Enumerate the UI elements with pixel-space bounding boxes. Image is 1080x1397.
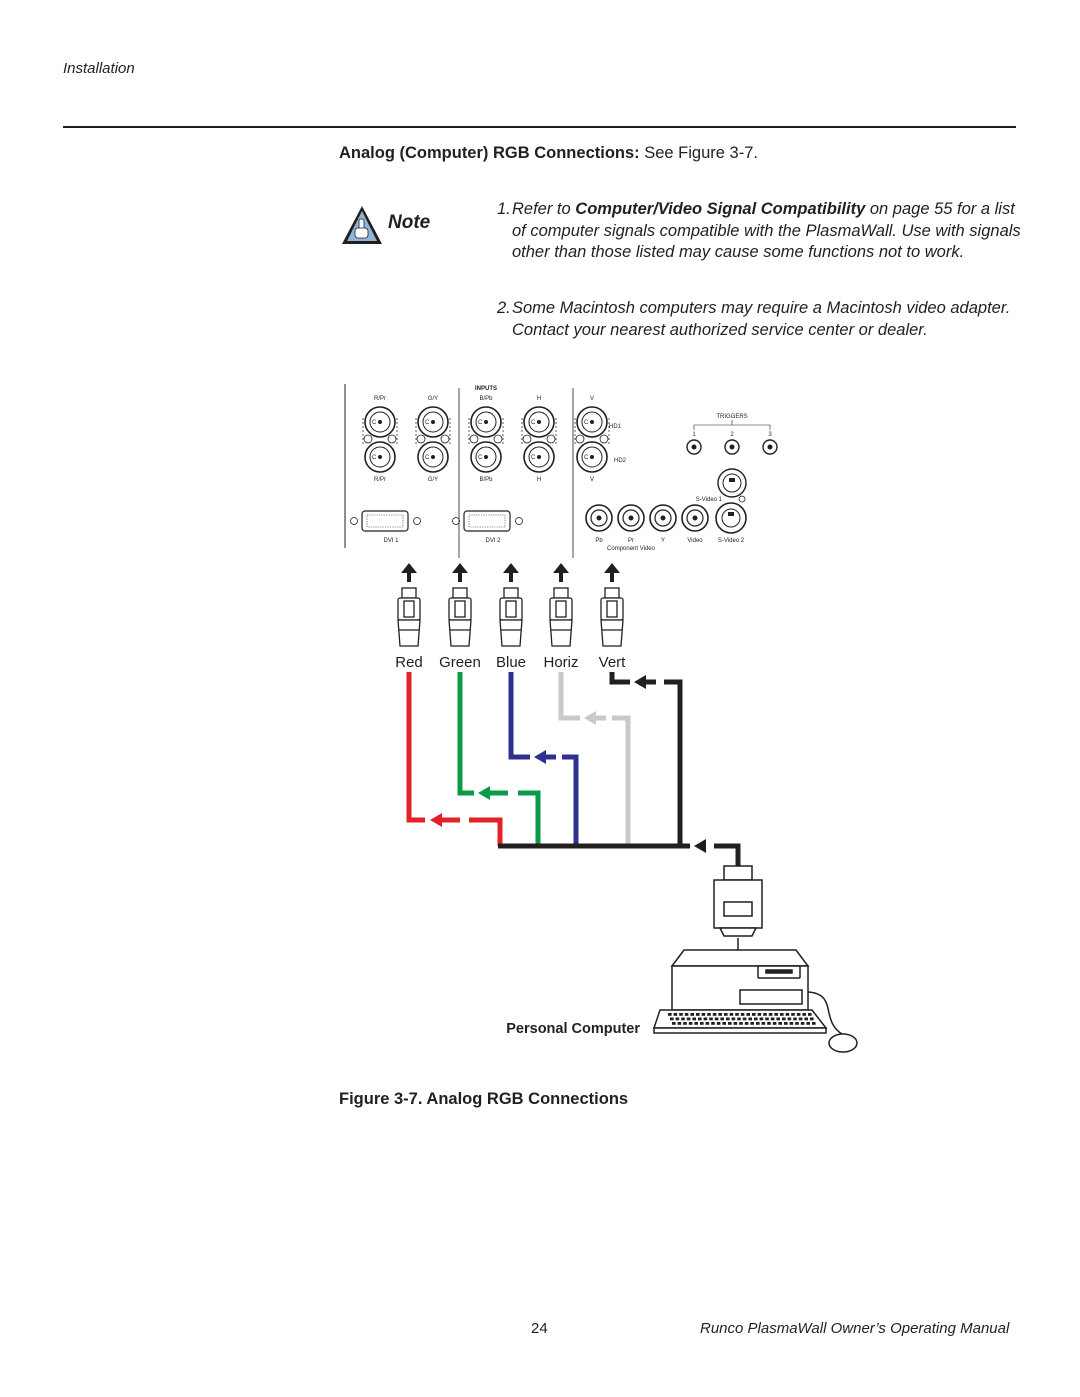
rca-label-y: Y (660, 538, 666, 544)
keyboard-key (750, 1022, 754, 1025)
svg-text:C: C (372, 455, 377, 461)
svg-text:C: C (425, 455, 430, 461)
keyboard-key (754, 1018, 758, 1021)
keyboard-key (778, 1022, 782, 1025)
section-label: Installation (63, 60, 135, 77)
keyboard-key (737, 1018, 741, 1021)
cable-label-green: Green (439, 654, 481, 671)
svg-text:C: C (584, 420, 589, 426)
keyboard-key (704, 1018, 708, 1021)
keyboard-key (709, 1018, 713, 1021)
bnc-top-label: H (536, 396, 542, 402)
keyboard-key (762, 1022, 766, 1025)
dvi-1-label: DVI 1 (383, 538, 399, 544)
bnc-lock-left (364, 435, 372, 443)
bnc-jack-v-hd2 (577, 442, 607, 472)
keyboard-key (689, 1022, 693, 1025)
keyboard-key (718, 1013, 722, 1016)
keyboard-key (804, 1018, 808, 1021)
cable-label-red: Red (395, 654, 423, 671)
trigger-1-label: 1 (692, 432, 696, 438)
bnc-plug-v (601, 588, 623, 646)
trigger-3-label: 3 (768, 432, 772, 438)
bnc-bottom-label: R/Pr (374, 477, 386, 483)
bnc-plug-h (550, 588, 572, 646)
hd2-label: HD2 (614, 458, 627, 464)
up-arrow-icon (503, 563, 519, 582)
vga-plug (714, 866, 762, 955)
keyboard-key (715, 1018, 719, 1021)
keyboard-key (745, 1022, 749, 1025)
bnc-bottom-label: G/Y (427, 477, 439, 483)
keyboard-key (672, 1022, 676, 1025)
keyboard-key (765, 1018, 769, 1021)
keyboard-key (698, 1018, 702, 1021)
keyboard-key (808, 1013, 812, 1016)
up-arrow-icon (553, 563, 569, 582)
keyboard-key (769, 1013, 773, 1016)
triggers-title: TRIGGERS (716, 414, 748, 420)
rear-panel (345, 384, 777, 558)
bnc-jack-gy-hd1 (418, 407, 448, 437)
bnc-lock-left (470, 435, 478, 443)
keyboard-key (786, 1013, 790, 1016)
keyboard-key (752, 1013, 756, 1016)
keyboard-key (724, 1013, 728, 1016)
rca-label-pb: Pb (595, 538, 603, 544)
keyboard-key (692, 1018, 696, 1021)
keyboard-key (774, 1013, 778, 1016)
keyboard-key (767, 1022, 771, 1025)
keyboard-key (801, 1022, 805, 1025)
keyboard-key (700, 1022, 704, 1025)
bnc-bottom-label: B/Pb (479, 477, 493, 483)
rca-label-svideo2: S-Video 2 (717, 538, 745, 544)
keyboard-key (739, 1022, 743, 1025)
keyboard-key (746, 1013, 750, 1016)
dvi-2-label: DVI 2 (485, 538, 501, 544)
cable-label-blue: Blue (495, 654, 527, 671)
bnc-lock-right (547, 435, 555, 443)
heading-rest: See Figure 3-7. (639, 144, 758, 162)
svg-text:C: C (531, 420, 536, 426)
computer-label: Personal Computer (506, 1021, 640, 1037)
keyboard-key (758, 1013, 762, 1016)
keyboard-key (791, 1013, 795, 1016)
cable-to-computer (714, 846, 738, 868)
keyboard-key (741, 1013, 745, 1016)
keyboard-key (702, 1013, 706, 1016)
rca-jack-4 (682, 505, 708, 531)
svg-text:C: C (478, 455, 483, 461)
keyboard-key (771, 1018, 775, 1021)
note-2-text: Some Macintosh computers may require a Macintosh video adapter. Contact your nearest authorized service center or dealer. (512, 299, 1011, 339)
keyboard-key (707, 1013, 711, 1016)
personal-computer-icon (654, 950, 857, 1052)
keyboard-key (734, 1022, 738, 1025)
bnc-jack-v-hd1 (577, 407, 607, 437)
keyboard-key (706, 1022, 710, 1025)
bundle-arrow-icon (694, 839, 706, 853)
bnc-top-label: B/Pb (479, 396, 493, 402)
keyboard-key (717, 1022, 721, 1025)
keyboard-key (776, 1018, 780, 1021)
rca-jack-3 (650, 505, 676, 531)
bnc-connectors (363, 396, 609, 483)
bnc-top-label: R/Pr (374, 396, 386, 402)
heading-bold: Analog (Computer) RGB Connections: (339, 144, 640, 162)
note-1-number: 1. (497, 200, 511, 218)
bnc-plug-rpr (398, 588, 420, 646)
bnc-jack-bpb-hd1 (471, 407, 501, 437)
keyboard-key (784, 1022, 788, 1025)
keyboard-key (730, 1013, 734, 1016)
bnc-jack-h-hd2 (524, 442, 554, 472)
keyboard-key (773, 1022, 777, 1025)
note-1-text: Refer to Computer/Video Signal Compatibility on page 55 for a list of computer signals compatible with the PlasmaWall. Use with signals other than those listed may cause some functions not to work. (512, 200, 1021, 261)
svideo-2-jack (716, 503, 746, 533)
bnc-lock-left (576, 435, 584, 443)
rca-label-pr: Pr (628, 538, 634, 544)
hd1-label: HD1 (609, 424, 622, 430)
trigger-2-label: 2 (730, 432, 734, 438)
up-arrow-icon (401, 563, 417, 582)
keyboard-key (683, 1022, 687, 1025)
keyboard-key (782, 1018, 786, 1021)
dvi-2-connector (453, 511, 523, 531)
bnc-plug-gy (449, 588, 471, 646)
keyboard-key (732, 1018, 736, 1021)
bnc-lock-left (523, 435, 531, 443)
rca-jack-2 (618, 505, 644, 531)
bnc-bottom-label: V (589, 477, 595, 483)
keyboard-key (735, 1013, 739, 1016)
bnc-jack-rpr-hd2 (365, 442, 395, 472)
keyboard-key (797, 1013, 801, 1016)
keyboard-key (687, 1018, 691, 1021)
page-number: 24 (531, 1320, 548, 1337)
keyboard-key (713, 1013, 717, 1016)
bnc-jack-rpr-hd1 (365, 407, 395, 437)
cable-vert (612, 672, 680, 846)
bnc-top-label: G/Y (427, 396, 439, 402)
keyboard-key (668, 1013, 672, 1016)
keyboard-key (722, 1022, 726, 1025)
svg-text:C: C (425, 420, 430, 426)
bnc-top-label: V (589, 396, 595, 402)
keyboard-key (760, 1018, 764, 1021)
up-arrow-icon (452, 563, 468, 582)
keyboard-key (793, 1018, 797, 1021)
keyboard-key (720, 1018, 724, 1021)
rca-label-video: Video (687, 538, 703, 544)
bnc-plugs (398, 563, 623, 646)
keyboard-key (812, 1022, 816, 1025)
up-arrow-icon (604, 563, 620, 582)
keyboard-key (806, 1022, 810, 1025)
keyboard-key (728, 1022, 732, 1025)
keyboard-key (685, 1013, 689, 1016)
svg-text:C: C (372, 420, 377, 426)
footer-title: Runco PlasmaWall Owner’s Operating Manual (700, 1320, 1010, 1337)
bnc-jack-gy-hd2 (418, 442, 448, 472)
keyboard-key (799, 1018, 803, 1021)
keyboard-key (678, 1022, 682, 1025)
rca-jacks (586, 503, 746, 533)
svideo-1-label: S-Video 1 (695, 497, 722, 503)
keyboard-key (674, 1013, 678, 1016)
keyboard-key (679, 1013, 683, 1016)
note-2-number: 2. (497, 299, 511, 317)
dvi-1-connector (351, 511, 421, 531)
keyboard-key (810, 1018, 814, 1021)
keyboard-key (681, 1018, 685, 1021)
note-label: Note (388, 212, 431, 233)
svg-text:C: C (478, 420, 483, 426)
bnc-lock-right (494, 435, 502, 443)
keyboard-key (711, 1022, 715, 1025)
bnc-lock-left (417, 435, 425, 443)
svg-text:C: C (584, 455, 589, 461)
rca-jack-1 (586, 505, 612, 531)
keyboard-key (763, 1013, 767, 1016)
bnc-lock-right (600, 435, 608, 443)
keyboard-key (795, 1022, 799, 1025)
keyboard-key (676, 1018, 680, 1021)
keyboard-key (790, 1022, 794, 1025)
bnc-lock-right (441, 435, 449, 443)
keyboard-key (670, 1018, 674, 1021)
keyboard-key (726, 1018, 730, 1021)
bnc-jack-h-hd1 (524, 407, 554, 437)
keyboard-key (802, 1013, 806, 1016)
keyboard-key (696, 1013, 700, 1016)
bnc-lock-right (388, 435, 396, 443)
bnc-bottom-label: H (536, 477, 542, 483)
cable-label-horiz: Horiz (543, 654, 579, 671)
keyboard-key (788, 1018, 792, 1021)
keyboard-key (748, 1018, 752, 1021)
keyboard-key (780, 1013, 784, 1016)
inputs-title: INPUTS (474, 386, 498, 392)
svideo-1-jack (718, 469, 746, 497)
figure-caption: Figure 3-7. Analog RGB Connections (339, 1090, 629, 1108)
keyboard-key (743, 1018, 747, 1021)
keyboard-key (756, 1022, 760, 1025)
keyboard-key (694, 1022, 698, 1025)
cable-label-vert: Vert (598, 654, 626, 671)
keyboard-key (690, 1013, 694, 1016)
bnc-jack-bpb-hd2 (471, 442, 501, 472)
bnc-plug-bpb (500, 588, 522, 646)
svg-text:C: C (531, 455, 536, 461)
component-video-label: Component Video (607, 546, 655, 552)
